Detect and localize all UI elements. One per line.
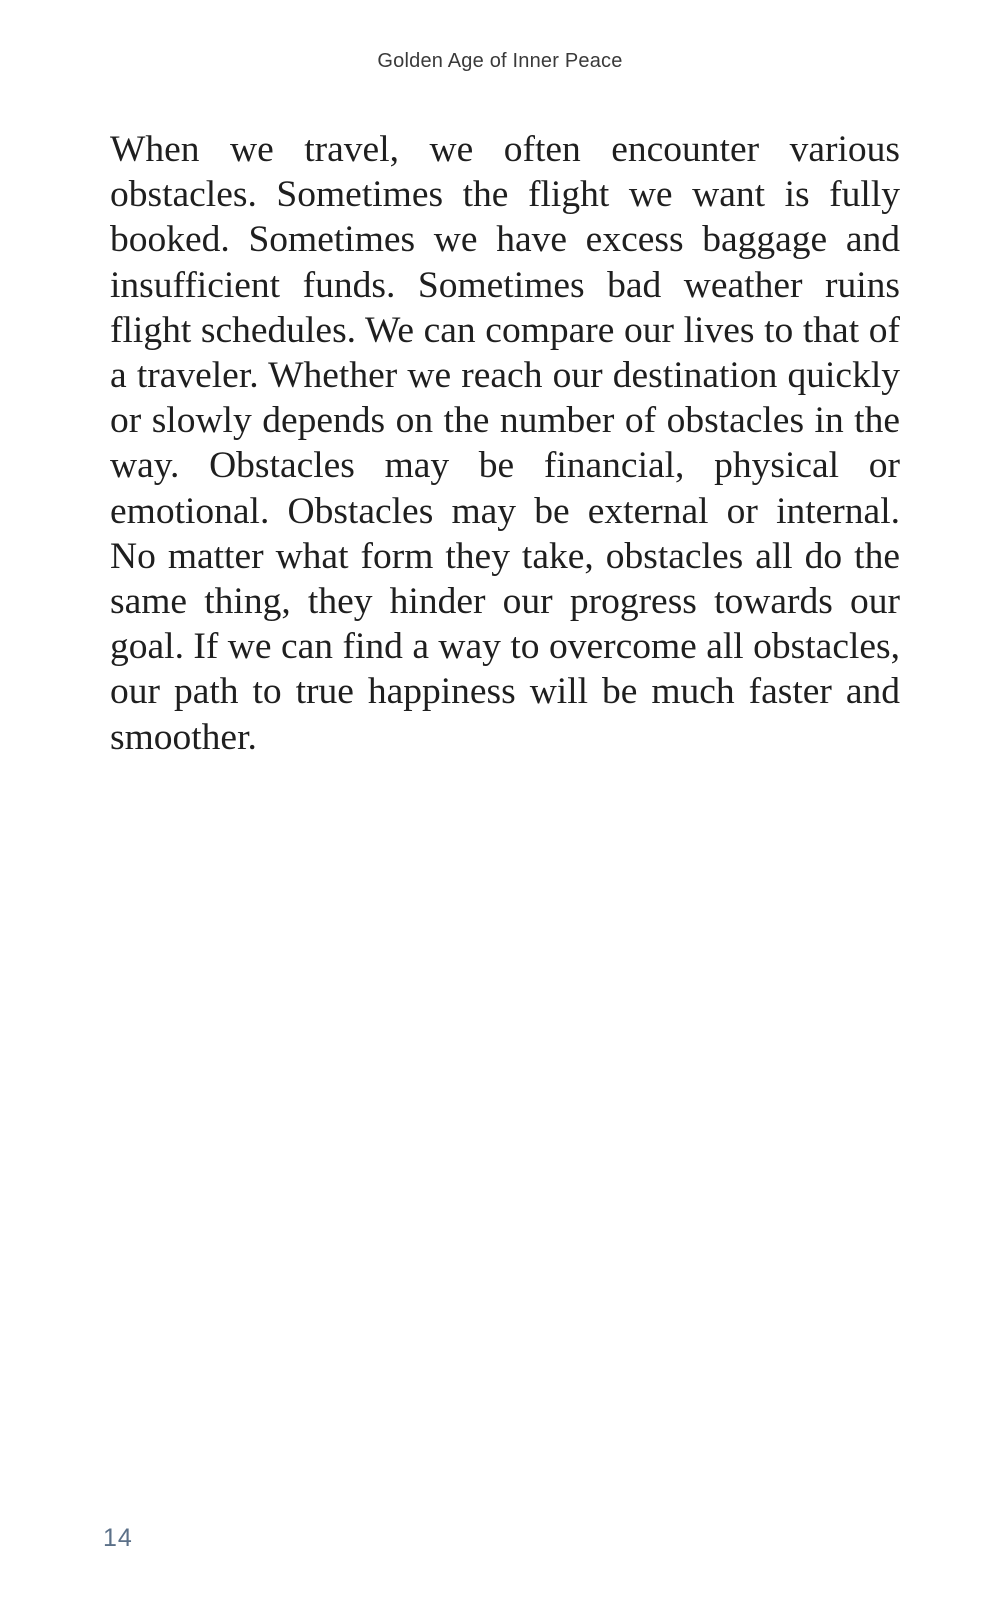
- running-header-title: Golden Age of Inner Peace: [377, 50, 623, 72]
- body-paragraph: When we travel, we often encounter various obstacles. Sometimes the flight we want is fully booked. Sometimes we have excess baggage and insufficient funds. Sometimes bad weather ruins flight schedules. We can compare our lives to that of a traveler. Whether we reach our destination quickly or slowly depends on the number of obstacles in the way. Obstacles may be financial, physical or emotional. Obstacles may be external or internal. No matter what form they take, obstacles all do the same thing, they hinder our progress towards our goal. If we can find a way to overcome all obstacles, our path to true happiness will be much faster and smoother.: [110, 129, 900, 758]
- page-number: 14: [103, 1524, 133, 1552]
